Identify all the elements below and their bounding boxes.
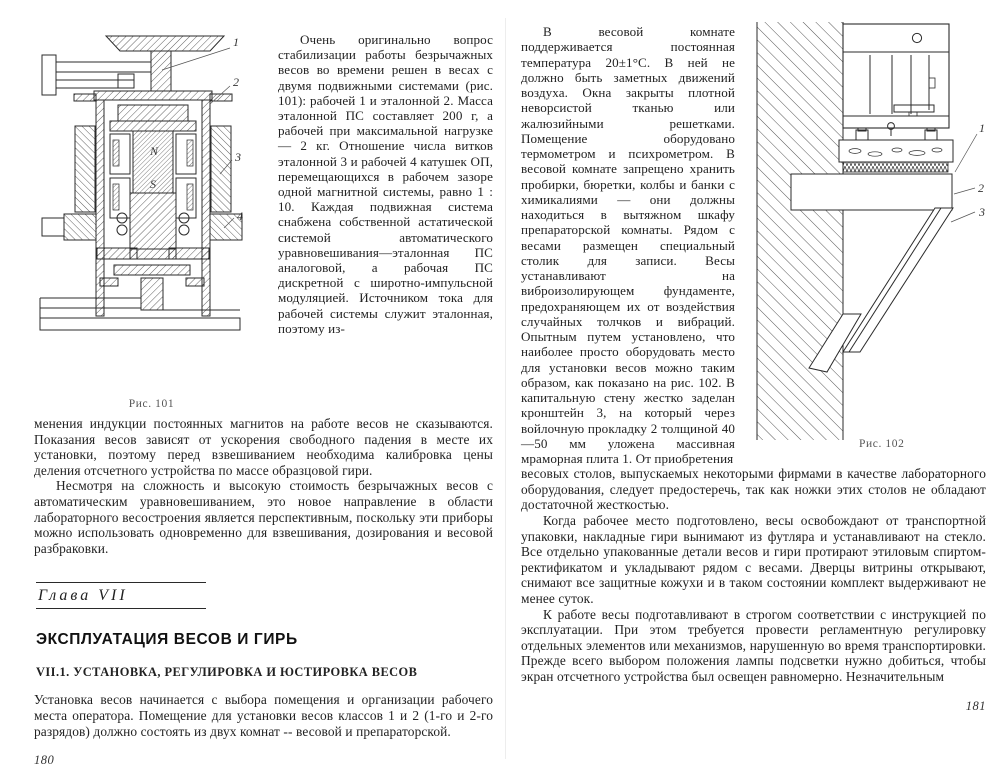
figure-101 [34, 22, 269, 414]
figure-101-callout-4: 4 [237, 209, 243, 223]
rule-bottom [36, 608, 206, 609]
figure-101-callout-3: 3 [235, 150, 241, 164]
paragraph: В весовой комнате поддерживается постоянная температура 20±1°C. В ней не должно быть заметных движений воздуха. Окна закрыты плотной неворсистой тканью или жалюзийными решетками. Помещение оборудовано термометром и психрометром. В весовой комнате запрещено хранить пробирки, бюретки, колбы и банки с химикалиями — они должны находиться в вытяжном шкафу препараторской комнаты. Рядом с весами размещен специальный столик для записи. Весы устанавливают на виброизолирующем фундаменте, предохраняющем их от воздействия случайных толчков и вибраций. Опытным путем установлено, что наиболее просто оборудовать место для установки весов можно таким образом, как показано на рис. 102. В капитальную стену жестко заделан кронштейн 3, на который через войлочную прокладку 2 толщиной 40—50 мм уложена массивная мраморная плита 1. От приобретения [521, 24, 735, 466]
figure-101-caption: Рис. 101 [128, 398, 175, 410]
paragraph: менения индукции постоянных магнитов на работе весов не сказываются. Показания весов зависят от ускорения свободного падения в месте их установки, поэтому перед взвешиванием необходима калибровка цены деления отсчетного устройства по массе образцовой гири. [34, 416, 493, 478]
paragraph: Очень оригинально вопрос стабилизации работы безрычажных весов во времени решен в весах с двумя подвижными системами (рис. 101): рабочей 1 и эталонной 2. Масса эталонной ПС составляет 200 г, а рабочей при максимальной нагрузке — 2 кг. Отношение числа витков эталонной 3 и рабочей 4 катушек ОП, перемещающихся в рабочем зазоре одной магнитной системы, равно 1 : 10. Каждая подвижная система снабжена собственной астатической системой автоматического уравновешивания—эталонная ПС аналоговой, а рабочая ПС дискретной с широтно-импульсной модуляцией. Источником тока для рабочей системы служит эталонная, поэтому из- [278, 32, 493, 336]
figure-101-callout-2: 2 [233, 75, 239, 89]
figure-101-drawing [34, 22, 269, 394]
figure-102-caption: Рис. 102 [859, 438, 905, 450]
paragraph: Несмотря на сложность и высокую стоимость безрычажных весов с автоматическим уравновешиванием, это новое направление в области лабораторного весостроения является перспективным, поскольку эти приборы можно использовать одновременно для взвешивания, дозирования и весовой разбраковки. [34, 478, 493, 556]
figure-102-drawing [739, 22, 1000, 462]
figure-102-callout-2: 2 [978, 181, 984, 195]
paragraph: Установка весов начинается с выбора помещения и организации рабочего места оператора. Помещение для установки весов классов 1 и 2 (1-го и 2-го разрядов) должно состоять из двух комнат -- весовой и препараторской. [34, 692, 493, 739]
section-title: VII.1. УСТАНОВКА, РЕГУЛИРОВКА И ЮСТИРОВКА ВЕСОВ [36, 665, 418, 680]
chapter-header [34, 582, 493, 739]
figure-102 [739, 22, 1000, 452]
page-number-left: 180 [34, 753, 55, 768]
figure-101-callout-1: 1 [233, 35, 239, 49]
right-page [505, 0, 1000, 777]
left-narrow-column [269, 22, 493, 336]
left-top-block [34, 22, 493, 414]
figure-102-callout-3: 3 [979, 205, 985, 219]
page-gutter [505, 18, 506, 759]
svg-text:N: N [150, 144, 159, 158]
chapter-title: ЭКСПЛУАТАЦИЯ ВЕСОВ И ГИРЬ [36, 631, 298, 649]
right-narrow-column [521, 22, 735, 466]
figure-102-callout-1: 1 [979, 121, 985, 135]
svg-text:S: S [150, 177, 156, 191]
right-body [521, 466, 986, 684]
rule-top [36, 582, 206, 583]
paragraph: весовых столов, выпускаемых некоторыми фирмами в качестве лабораторного оборудования, следует предостеречь, так как ножки этих столов не обладают достаточной жесткостью. [521, 466, 986, 513]
paragraph: К работе весы подготавливают в строгом соответствии с инструкцией по эксплуатации. При этом требуется провести регламентную регулировку отдельных элементов или механизмов, нарушенную во время транспортировки. Прежде всего выбором положения лампы подсветки нужно добиться, чтобы экран отсчетного устройства был освещен равномерно. Незначительным [521, 606, 986, 684]
left-body [34, 416, 493, 556]
chapter-label: Глава VII [38, 587, 128, 605]
right-top-block [521, 22, 986, 466]
page-number-right: 181 [965, 698, 986, 713]
paragraph: Когда рабочее место подготовлено, весы освобождают от транспортной упаковки, накладные гири вынимают из футляра и устанавливают на стекло. Все отдельно упакованные детали весов и гири протирают этиловым спиртом-ректификатом и укладывают рядом с весами. Дверцы витрины открывают, снимают все защитные кожухи и в таком состоянии комплект выдерживают не менее суток. [521, 513, 986, 606]
